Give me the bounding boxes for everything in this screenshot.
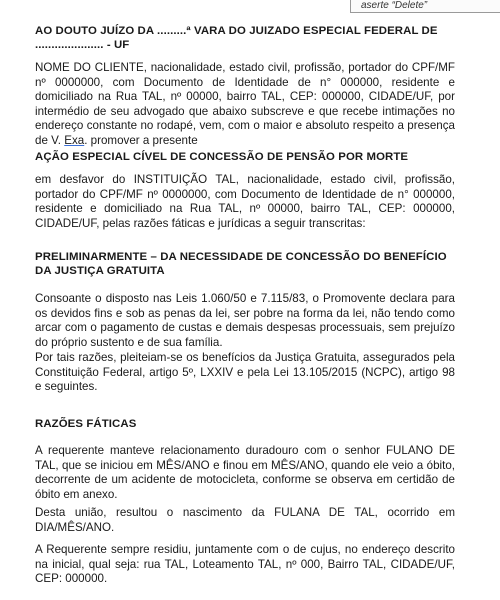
- prelim-paragraph-1: Consoante o disposto nas Leis 1.060/50 e 7.115/83, o Promovente declara para os devidos fins e sob as penas da lei, ser pobre na forma da lei, não tendo como arcar com o pagamento de custas e demais despesas processuais, sem prejuízo do próprio sustento e de sua família.: [35, 292, 455, 349]
- action-title: AÇÃO ESPECIAL CÍVEL DE CONCESSÃO DE PENSÃO POR MORTE: [35, 151, 409, 163]
- intro-text-end: . promover a presente: [84, 133, 198, 147]
- prelim-paragraph-2: Por tais razões, pleiteiam-se os benefícios da Justiça Gratuita, assegurados pela Constituição Federal, artigo 5º, LXXIV e pela Lei 13.105/2015 (NCPC), artigo 98 e seguintes.: [35, 351, 455, 393]
- facts-title: RAZÕES FÁTICAS: [35, 418, 137, 430]
- against-paragraph: em desfavor do INSTITUIÇÃO TAL, nacionalidade, estado civil, profissão, portador do CPF/MF nº 0000000, com Documento de Identidade de n° 000000, residente e domiciliado na Rua TAL, nº 00000, bairro TAL, CEP: 000000, CIDADE/UF, pelas razões fáticas e jurídicas a seguir transcritas:: [35, 173, 455, 230]
- addressee-line-2: ..................... - UF: [35, 39, 130, 51]
- facts-paragraph-1: A requerente manteve relacionamento duradouro com o senhor FULANO DE TAL, que se iniciou em MÊS/ANO e finou em MÊS/ANO, quando ele veio a óbito, decorrente de um acidente de motocicleta, conforme se observa em certidão de óbito em anexo.: [35, 444, 455, 501]
- facts-paragraph-2: Desta união, resultou o nascimento da FULANA DE TAL, ocorrido em DIA/MÊS/ANO.: [35, 506, 455, 534]
- intro-exa: Exa: [64, 133, 85, 147]
- comment-note: aserte “Delete”: [350, 0, 500, 13]
- addressee-line-1: AO DOUTO JUÍZO DA .........ª VARA DO JUIZADO ESPECIAL FEDERAL DE: [35, 25, 438, 37]
- facts-paragraph-3: A Requerente sempre residiu, juntamente com o de cujus, no endereço descrito na inicial, qual seja: rua TAL, Loteamento TAL, nº 000, Bairro TAL, CIDADE/UF, CEP: 000000.: [35, 543, 455, 585]
- intro-text: NOME DO CLIENTE, nacionalidade, estado civil, profissão, portador do CPF/MF nº 0000000, com Documento de Identidade de n° 000000, residente e domiciliado na Rua TAL, nº 00000, bairro TAL, CEP: 000000, CIDADE/UF, por intermédio de seu advogado que abaixo subscreve e que recebe intimações no endereço constante no rodapé, vem, com o maior e absoluto respeito a presença de V.: [35, 61, 455, 147]
- prelim-title: PRELIMINARMENTE – DA NECESSIDADE DE CONCESSÃO DO BENEFÍCIO DA JUSTIÇA GRATUITA: [35, 251, 447, 277]
- intro-paragraph: [35, 61, 455, 148]
